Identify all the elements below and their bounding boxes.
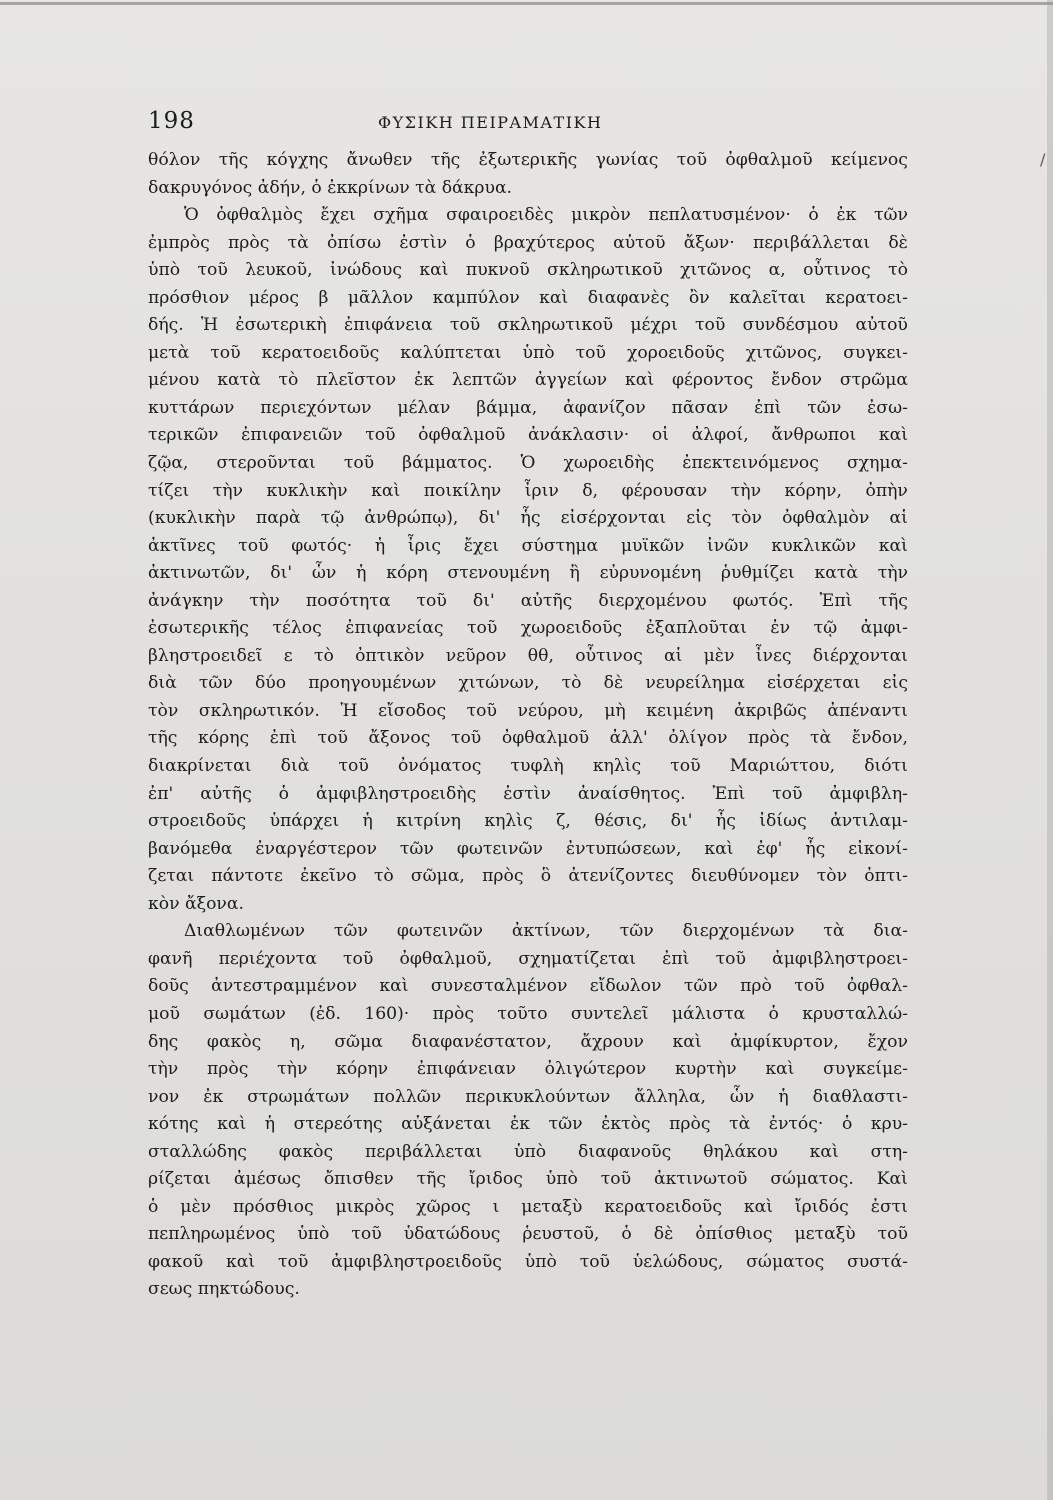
text-line: τὸν σκληρωτικόν. Ἡ εἴσοδος τοῦ νεύρου, μὴ κειμένη ἀκριβῶς ἀπέναντι: [148, 700, 908, 721]
text-line: ἐπ' αὐτῆς ὁ ἀμφιβληστροειδὴς ἐστὶν ἀναίσθητος. Ἐπὶ τοῦ ἀμφιβλη-: [148, 783, 908, 804]
text-line: τῆς κόρης ἐπὶ τοῦ ἄξονος τοῦ ὀφθαλμοῦ ἀλλ' ὀλίγον πρὸς τὰ ἔνδον,: [148, 728, 908, 749]
text-line: μοῦ σωμάτων (ἐδ. 160)· πρὸς τοῦτο συντελεῖ μάλιστα ὁ κρυσταλλώ-: [148, 1003, 908, 1024]
text-line: δής. Ἡ ἐσωτερικὴ ἐπιφάνεια τοῦ σκληρωτικοῦ μέχρι τοῦ συνδέσμου αὐτοῦ: [148, 315, 908, 336]
text-line: ὑπὸ τοῦ λευκοῦ, ἰνώδους καὶ πυκνοῦ σκληρωτικοῦ χιτῶνος α, οὗτινος τὸ: [148, 260, 908, 281]
text-line: τερικῶν ἐπιφανειῶν τοῦ ὀφθαλμοῦ ἀνάκλασιν· οἱ ἀλφοί, ἄνθρωποι καὶ: [148, 425, 908, 446]
text-line: στροειδοῦς ὑπάρχει ἡ κιτρίνη κηλὶς ζ, θέσις, δι' ἧς ἰδίως ἀντιλαμ-: [148, 811, 908, 832]
top-edge-rule: [0, 2, 1053, 5]
text-line: ζῷα, στεροῦνται τοῦ βάμματος. Ὁ χωροειδὴς ἐπεκτεινόμενος σχημα-: [148, 453, 908, 474]
text-line: ἐμπρὸς πρὸς τὰ ὀπίσω ἐστὶν ὁ βραχύτερος αὐτοῦ ἄξων· περιβάλλεται δὲ: [148, 232, 908, 253]
page-number: 198: [148, 108, 195, 134]
text-line: ζεται πάντοτε ἐκεῖνο τὸ σῶμα, πρὸς ὃ ἀτενίζοντες διευθύνομεν τὸν ὀπτι-: [148, 866, 908, 887]
text-line: βληστροειδεῖ ε τὸ ὀπτικὸν νεῦρον θθ, οὗτινος αἱ μὲν ἶνες διέρχονται: [148, 645, 908, 666]
text-line: σεως πηκτώδους.: [148, 1279, 300, 1300]
running-head: [148, 108, 908, 138]
text-line: τὴν πρὸς τὴν κόρην ἐπιφάνειαν ὀλιγώτερον κυρτὴν καὶ συγκείμε-: [148, 1059, 908, 1080]
text-line: φακοῦ καὶ τοῦ ἀμφιβληστροειδοῦς ὑπὸ τοῦ ὑελώδους, σώματος συστά-: [148, 1251, 908, 1272]
text-line: ἀνάγκην τὴν ποσότητα τοῦ δι' αὐτῆς διερχομένου φωτός. Ἐπὶ τῆς: [148, 590, 908, 611]
text-line: δακρυγόνος ἀδήν, ὁ ἐκκρίνων τὰ δάκρυα.: [148, 177, 513, 198]
text-line: Διαθλωμένων τῶν φωτεινῶν ἀκτίνων, τῶν διερχομένων τὰ δια-: [184, 921, 908, 942]
text-line: ρίζεται ἀμέσως ὄπισθεν τῆς ἴριδος ὑπὸ τοῦ ἀκτινωτοῦ σώματος. Καὶ: [148, 1169, 908, 1190]
margin-mark: /: [1040, 150, 1046, 169]
text-line: ἀκτινωτῶν, δι' ὧν ἡ κόρη στενουμένη ἢ εὐρυνομένη ῥυθμίζει κατὰ τὴν: [148, 563, 908, 584]
right-page-edge: [1047, 0, 1053, 1500]
text-line: μένου κατὰ τὸ πλεῖστον ἐκ λεπτῶν ἀγγείων καὶ φέροντος ἔνδον στρῶμα: [148, 370, 908, 391]
text-line: κυττάρων περιεχόντων μέλαν βάμμα, ἀφανίζον πᾶσαν ἐπὶ τῶν ἐσω-: [148, 397, 908, 418]
text-line: μετὰ τοῦ κερατοειδοῦς καλύπτεται ὑπὸ τοῦ χοροειδοῦς χιτῶνος, συγκει-: [148, 342, 908, 363]
text-line: (κυκλικὴν παρὰ τῷ ἀνθρώπῳ), δι' ἧς εἰσέρχονται εἰς τὸν ὀφθαλμὸν αἱ: [148, 508, 908, 529]
text-line: κότης καὶ ἡ στερεότης αὐξάνεται ἐκ τῶν ἐκτὸς πρὸς τὰ ἐντός· ὁ κρυ-: [148, 1114, 908, 1135]
body-text: [148, 147, 908, 1304]
text-line: νον ἐκ στρωμάτων πολλῶν περικυκλούντων ἄλληλα, ὧν ἡ διαθλαστι-: [148, 1086, 908, 1107]
text-line: διὰ τῶν δύο προηγουμένων χιτώνων, τὸ δὲ νευρείλημα εἰσέρχεται εἰς: [148, 673, 908, 694]
text-line: θόλον τῆς κόγχης ἄνωθεν τῆς ἐξωτερικῆς γωνίας τοῦ ὀφθαλμοῦ κείμενος: [148, 150, 908, 170]
text-line: κὸν ἄξονα.: [148, 893, 244, 914]
text-line: ὁ μὲν πρόσθιος μικρὸς χῶρος ι μεταξὺ κερατοειδοῦς καὶ ἴριδός ἐστι: [148, 1196, 908, 1217]
text-line: σταλλώδης φακὸς περιβάλλεται ὑπὸ διαφανοῦς θηλάκου καὶ στη-: [148, 1141, 908, 1162]
text-line: διακρίνεται διὰ τοῦ ὀνόματος τυφλὴ κηλὶς τοῦ Μαριώττου, διότι: [148, 756, 908, 777]
text-line: ἐσωτερικῆς τέλος ἐπιφανείας τοῦ χωροειδοῦς ἐξαπλοῦται ἐν τῷ ἀμφι-: [148, 618, 908, 639]
text-line: ἀκτῖνες τοῦ φωτός· ἡ ἶρις ἔχει σύστημα μυϊκῶν ἰνῶν κυκλικῶν καὶ: [148, 535, 908, 556]
text-line: δοῦς ἀντεστραμμένον καὶ συνεσταλμένον εἴδωλον τῶν πρὸ τοῦ ὀφθαλ-: [148, 976, 908, 997]
text-line: πρόσθιον μέρος β μᾶλλον καμπύλον καὶ διαφανὲς ὂν καλεῖται κερατοει-: [148, 287, 908, 308]
text-line: βανόμεθα ἐναργέστερον τῶν φωτεινῶν ἐντυπώσεων, καὶ ἐφ' ἧς εἰκονί-: [148, 838, 908, 859]
header-title: ΦΥΣΙΚΗ ΠΕΙΡΑΜΑΤΙΚΗ: [378, 113, 603, 132]
text-line: δης φακὸς η, σῶμα διαφανέστατον, ἄχρουν καὶ ἀμφίκυρτον, ἔχον: [148, 1031, 908, 1052]
text-line: Ὁ ὀφθαλμὸς ἔχει σχῆμα σφαιροειδὲς μικρὸν πεπλατυσμένον· ὁ ἐκ τῶν: [184, 205, 908, 226]
text-line: τίζει τὴν κυκλικὴν καὶ ποικίλην ἶριν δ, φέρουσαν τὴν κόρην, ὀπὴν: [148, 480, 908, 501]
text-line: φανῆ περιέχοντα τοῦ ὀφθαλμοῦ, σχηματίζεται ἐπὶ τοῦ ἀμφιβληστροει-: [148, 948, 908, 969]
text-line: πεπληρωμένος ὑπὸ τοῦ ὑδατώδους ῥευστοῦ, ὁ δὲ ὀπίσθιος μεταξὺ τοῦ: [148, 1224, 908, 1245]
